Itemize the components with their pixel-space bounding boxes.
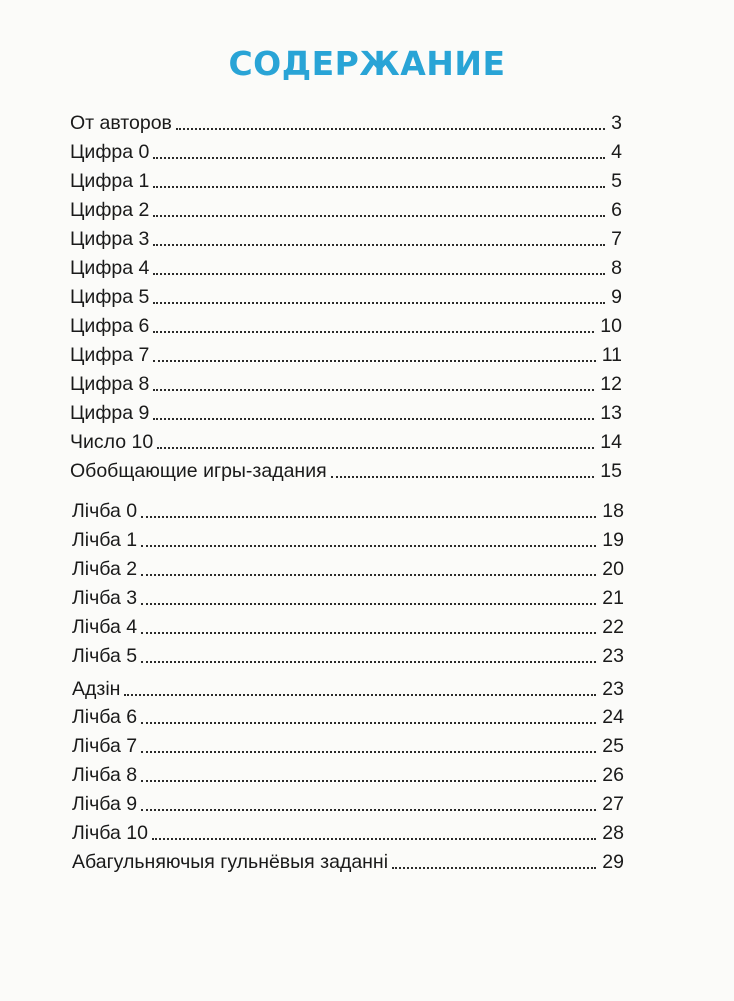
toc-entry-page: 12 xyxy=(600,373,622,395)
toc-entry[interactable] xyxy=(72,579,624,609)
toc-entry-label: Число 10 xyxy=(70,431,154,453)
toc-entry-label: Лічба 6 xyxy=(72,706,138,728)
toc-entry-page: 11 xyxy=(601,344,622,366)
dot-leader xyxy=(153,331,594,333)
toc-entry[interactable] xyxy=(72,492,624,522)
dot-leader xyxy=(141,545,596,547)
dot-leader xyxy=(153,186,605,188)
toc-entry[interactable] xyxy=(72,698,624,728)
toc-entry-label: Обобщающие игры-задания xyxy=(70,460,327,482)
dot-leader xyxy=(141,751,596,753)
toc-entry-page: 22 xyxy=(602,616,624,638)
toc-entry[interactable] xyxy=(70,162,622,192)
dot-leader xyxy=(141,574,596,576)
toc-entry-page: 25 xyxy=(602,735,624,757)
toc-entry[interactable] xyxy=(70,133,622,163)
toc-entry-page: 23 xyxy=(602,645,624,667)
toc-entry-page: 18 xyxy=(602,500,624,522)
toc-entry-page: 21 xyxy=(602,587,624,609)
toc-entry-page: 4 xyxy=(611,141,622,163)
toc-entry-label: Лічба 7 xyxy=(72,735,138,757)
toc-entry-label: Абагульняючыя гульнёвыя заданні xyxy=(72,851,389,873)
toc-entry-page: 3 xyxy=(611,112,622,134)
toc-entry[interactable] xyxy=(70,191,622,221)
toc-entry-label: Лічба 0 xyxy=(72,500,138,522)
dot-leader xyxy=(141,603,596,605)
dot-leader xyxy=(153,360,595,362)
toc-entry[interactable] xyxy=(72,550,624,580)
dot-leader xyxy=(153,389,594,391)
toc-entry-label: Цифра 4 xyxy=(70,257,150,279)
page-title: СОДЕРЖАНИЕ xyxy=(228,44,506,83)
toc-entry[interactable] xyxy=(72,637,624,667)
toc-entry[interactable] xyxy=(72,785,624,815)
toc-entry-label: Цифра 1 xyxy=(70,170,150,192)
toc-entry-page: 29 xyxy=(602,851,624,873)
toc-entry-page: 23 xyxy=(602,678,624,700)
toc-entry[interactable] xyxy=(72,756,624,786)
dot-leader xyxy=(141,809,596,811)
dot-leader xyxy=(141,661,596,663)
toc-entry-label: Цифра 3 xyxy=(70,228,150,250)
dot-leader xyxy=(141,516,596,518)
toc-entry-label: Цифра 8 xyxy=(70,373,150,395)
dot-leader xyxy=(331,476,595,478)
toc-entry-label: Цифра 5 xyxy=(70,286,150,308)
toc-entry-label: Лічба 3 xyxy=(72,587,138,609)
dot-leader xyxy=(153,273,605,275)
toc-entry-page: 24 xyxy=(602,706,624,728)
toc-entry[interactable] xyxy=(70,394,622,424)
toc-entry[interactable] xyxy=(70,336,622,366)
toc-entry[interactable] xyxy=(70,423,622,453)
toc-entry-page: 8 xyxy=(611,257,622,279)
toc-entry[interactable] xyxy=(72,843,624,873)
toc-entry-page: 15 xyxy=(600,460,622,482)
dot-leader xyxy=(141,632,596,634)
toc-entry[interactable] xyxy=(72,727,624,757)
toc-entry-label: Цифра 0 xyxy=(70,141,150,163)
toc-entry-label: Цифра 6 xyxy=(70,315,150,337)
toc-entry-label: Лічба 2 xyxy=(72,558,138,580)
dot-leader xyxy=(153,157,605,159)
toc-entry-label: Лічба 5 xyxy=(72,645,138,667)
toc-entry[interactable] xyxy=(70,249,622,279)
toc-entry-page: 10 xyxy=(600,315,622,337)
dot-leader xyxy=(124,694,596,696)
toc-entry-page: 5 xyxy=(611,170,622,192)
toc-entry-label: Цифра 2 xyxy=(70,199,150,221)
toc-entry[interactable] xyxy=(70,278,622,308)
toc-entry-label: Адзін xyxy=(72,678,121,700)
dot-leader xyxy=(153,215,605,217)
toc-entry[interactable] xyxy=(72,670,624,700)
toc-entry-label: Лічба 1 xyxy=(72,529,138,551)
toc-entry-page: 9 xyxy=(611,286,622,308)
toc-entry[interactable] xyxy=(72,521,624,551)
toc-entry-page: 19 xyxy=(602,529,624,551)
toc-entry[interactable] xyxy=(70,220,622,250)
toc-entry-page: 28 xyxy=(602,822,624,844)
toc-entry[interactable] xyxy=(72,608,624,638)
toc-entry-page: 6 xyxy=(611,199,622,221)
toc-entry-page: 14 xyxy=(600,431,622,453)
toc-entry-page: 26 xyxy=(602,764,624,786)
toc-entry[interactable] xyxy=(70,365,622,395)
toc-entry-label: Лічба 8 xyxy=(72,764,138,786)
dot-leader xyxy=(153,244,605,246)
dot-leader xyxy=(153,302,605,304)
toc-entry-page: 20 xyxy=(602,558,624,580)
dot-leader xyxy=(141,722,596,724)
dot-leader xyxy=(157,447,594,449)
toc-entry-page: 27 xyxy=(602,793,624,815)
toc-entry-label: Лічба 10 xyxy=(72,822,148,844)
dot-leader xyxy=(153,418,594,420)
toc-entry[interactable] xyxy=(70,307,622,337)
toc-entry-label: Лічба 4 xyxy=(72,616,138,638)
toc-entry-page: 7 xyxy=(611,228,622,250)
toc-entry[interactable] xyxy=(70,104,622,134)
toc-entry-label: Лічба 9 xyxy=(72,793,138,815)
toc-entry-label: От авторов xyxy=(70,112,172,134)
dot-leader xyxy=(141,780,596,782)
toc-entry-page: 13 xyxy=(600,402,622,424)
toc-entry[interactable] xyxy=(72,814,624,844)
dot-leader xyxy=(176,128,605,130)
dot-leader xyxy=(152,838,596,840)
toc-entry-label: Цифра 9 xyxy=(70,402,150,424)
dot-leader xyxy=(392,867,596,869)
toc-entry-label: Цифра 7 xyxy=(70,344,150,366)
toc-entry[interactable] xyxy=(70,452,622,482)
